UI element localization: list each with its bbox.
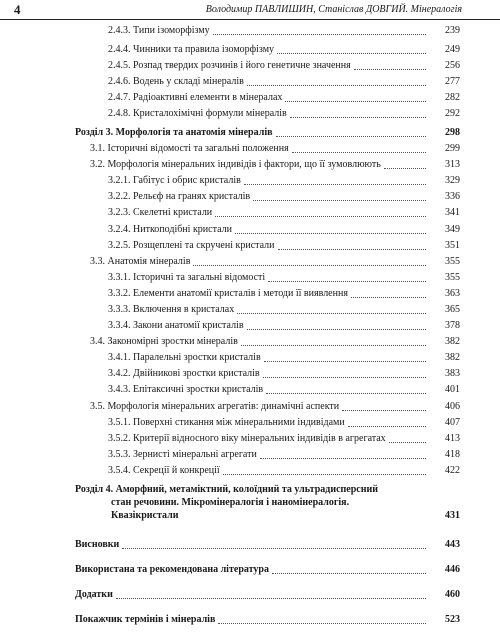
toc-entry[interactable] [0,158,500,174]
toc-entry-page: 431 [445,510,460,522]
toc-entry-page: 418 [445,448,460,460]
chapter4-line1: Розділ 4. Аморфний, метаміктний, колоїдний та ультрадисперсний [75,484,379,496]
toc-entry-page: 422 [445,464,460,476]
toc-entry-page: 355 [445,255,460,267]
toc-entry[interactable] [0,319,500,335]
toc-entry-page: 298 [445,126,460,138]
toc-entry[interactable] [0,464,500,480]
toc-entry[interactable] [0,239,500,255]
toc-entry-label: 3.1. Історичні відомості та загальні положення [90,143,289,155]
toc-entry-page: 313 [445,159,460,171]
toc-entry-label: 3.3. Анатомія мінералів [90,255,191,267]
toc-entry-label: Висновки [75,539,120,551]
toc-entry-label: Додатки [75,589,113,601]
toc-entry-label: 2.4.3. Типи ізоморфізму [108,25,210,36]
toc-entry[interactable] [0,448,500,464]
table-of-contents [0,24,500,635]
toc-entry[interactable] [0,24,500,43]
toc-entry-page: 383 [445,368,460,380]
toc-entry-page: 355 [445,271,460,283]
toc-entry-page: 523 [445,614,460,626]
toc-entry-page: 382 [445,352,460,364]
toc-entry-page: 329 [445,175,460,187]
running-header [0,3,500,20]
toc-entry-page: 378 [445,320,460,332]
toc-entry-label: 3.2.1. Габітус і обрис кристалів [108,175,241,187]
toc-entry-label: 3.4. Закономірні зростки мінералів [90,336,238,348]
running-title: Володимир ПАВЛИШИН, Станіслав ДОВГИЙ. Мінералогія [205,4,462,15]
toc-entry-label: 3.5. Морфологія мінеральних агрегатів: динамічні аспекти [90,400,340,412]
toc-chapter4-entry[interactable] [0,483,500,535]
toc-entry-page: 406 [445,400,460,412]
toc-entry[interactable] [0,416,500,432]
toc-entry-label: 3.2. Морфологія мінеральних індивідів і фактори, що її зумовлюють [90,159,381,171]
toc-backmatter-entry[interactable] [0,588,500,610]
toc-chapter-entry[interactable] [0,126,500,142]
toc-entry-label: 3.2.4. Ниткоподібні кристали [108,223,232,235]
toc-entry[interactable] [0,142,500,158]
toc-entry[interactable] [0,367,500,383]
toc-entry-label: Використана та рекомендована література [75,564,269,576]
toc-entry[interactable] [0,351,500,367]
toc-entry-page: 349 [445,223,460,235]
toc-entry[interactable] [0,271,500,287]
toc-entry-page: 341 [445,207,460,219]
toc-backmatter-entry[interactable] [0,613,500,635]
toc-entry[interactable] [0,255,500,271]
toc-entry-label: 3.5.1. Поверхні стикання між мінеральними індивідами [108,416,345,428]
toc-entry-label: 3.2.5. Розщеплені та скручені кристали [108,239,275,251]
toc-entry[interactable] [0,335,500,351]
toc-entry-label: 3.4.2. Двійникові зростки кристалів [108,368,260,380]
toc-entry[interactable] [0,206,500,222]
toc-entry[interactable] [0,174,500,190]
toc-entry-label: 2.4.5. Розпад твердих розчинів і його генетичне значення [108,59,351,71]
toc-entry[interactable] [0,383,500,399]
toc-entry[interactable] [0,107,500,123]
toc-entry-page: 282 [445,91,460,103]
toc-entry-page: 277 [445,75,460,87]
chapter4-line2: стан речовини. Мікромінералогія і наномінералогія. [111,497,350,509]
toc-entry-label: 3.4.1. Паралельні зростки кристалів [108,352,261,364]
chapter4-line3: Квазікристали [111,510,179,522]
toc-entry-page: 460 [445,589,460,601]
toc-chapter4-title [75,483,412,522]
toc-entry-page: 443 [445,539,460,551]
toc-entry[interactable] [0,287,500,303]
toc-entry-label: 2.4.4. Чинники та правила ізоморфізму [108,43,275,55]
toc-entry-label: Розділ 3. Морфологія та анатомія мінералів [75,126,273,138]
toc-entry[interactable] [0,43,500,59]
toc-entry-label: 3.5.2. Критерії відносного віку мінеральних індивідів в агрегатах [108,432,386,444]
toc-entry[interactable] [0,59,500,75]
toc-backmatter-entry[interactable] [0,538,500,560]
toc-entry-label: 3.3.2. Елементи анатомії кристалів і методи її виявлення [108,287,348,299]
toc-entry[interactable] [0,223,500,239]
toc-entry[interactable] [0,91,500,107]
toc-entry-page: 239 [445,25,460,36]
toc-entry[interactable] [0,432,500,448]
toc-entry-label: 2.4.8. Кристалохімічні формули мінералів [108,107,287,119]
page-number: 4 [14,2,21,17]
toc-entry-label: 3.4.3. Епітаксичні зростки кристалів [108,384,264,396]
toc-entry-label: Покажчик термінів і мінералів [75,614,216,626]
toc-entry-page: 299 [445,143,460,155]
toc-entry-page: 292 [445,107,460,119]
toc-entry[interactable] [0,75,500,91]
toc-entry-page: 363 [445,287,460,299]
toc-entry-page: 407 [445,416,460,428]
toc-entry-label: 3.2.3. Скелетні кристали [108,207,213,219]
toc-entry-page: 351 [445,239,460,251]
toc-entry-label: 3.5.3. Зернисті мінеральні агрегати [108,448,257,460]
toc-entry[interactable] [0,400,500,416]
toc-entry-page: 336 [445,191,460,203]
toc-entry-page: 446 [445,564,460,576]
toc-backmatter-entry[interactable] [0,563,500,585]
toc-entry-label: 3.3.3. Включення в кристалах [108,304,235,315]
toc-entry-label: 2.4.6. Водень у складі мінералів [108,75,244,87]
toc-entry-label: 2.4.7. Радіоактивні елементи в мінералах [108,91,283,103]
toc-entry-page: 256 [445,59,460,71]
toc-entry[interactable] [0,303,500,319]
toc-entry-label: 3.2.2. Рельєф на гранях кристалів [108,191,251,203]
toc-entry-label: 3.5.4. Секреції й конкреції [108,464,220,476]
toc-entry-label: 3.3.1. Історичні та загальні відомості [108,271,266,283]
toc-entry-page: 365 [445,304,460,315]
toc-entry[interactable] [0,190,500,206]
toc-entry-page: 413 [445,432,460,444]
toc-entry-page: 382 [445,336,460,348]
toc-entry-page: 401 [445,384,460,396]
toc-entry-page: 249 [445,43,460,55]
toc-entry-label: 3.3.4. Закони анатомії кристалів [108,320,244,332]
